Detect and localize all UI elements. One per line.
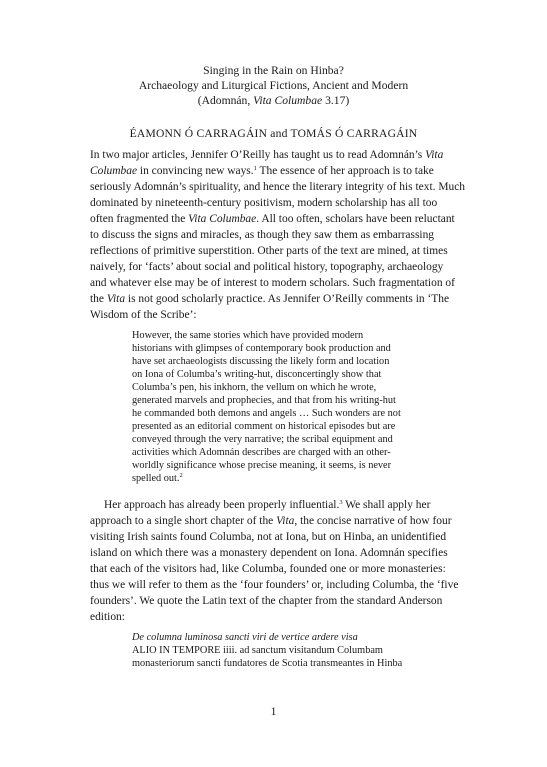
latin-line: monasteriorum sancti fundatores de Scotia transmeantes in Hinba [132,658,403,669]
page-number: 1 [270,705,277,718]
quote-line: conveyed through the very narrative; the scribal equipment and [132,434,393,445]
quote-line: Columba’s pen, his inkhorn, the vellum on which he wrote, [132,382,377,393]
quote-line: on Iona of Columba’s writing-hut, disconcertingly show that [132,369,382,380]
para2-line: edition: [90,611,125,623]
para1-line: the Vita is not good scholarly practice. As Jennifer O’Reilly comments in ‘The [90,293,450,305]
para2-line: visiting Irish saints found Columba, not at Iona, but on Hinba, an unidentified [90,531,447,543]
footnote-ref[interactable]: 2 [179,472,183,479]
para2-line: approach to a single short chapter of the Vita, the concise narrative of how four [90,515,452,527]
para1-line: Columbae in convincing new ways.$^1$ The essence of her approach is to take [90,165,434,177]
para2-line: that each of the visitors had, like Columba, founded one or more monasteries: [90,563,446,575]
para2-line: island on which there was a monastery dependent on Iona. Adomnán specifies [90,547,448,559]
title-line-1: Singing in the Rain on Hinba? [203,64,344,77]
title-line-2: Archaeology and Liturgical Fictions, Ancient and Modern [138,79,409,92]
quote-line: have set archaeologists discussing the likely form and location [132,356,390,367]
para1-line: reflections of primitive superstition. Other parts of the text are mined, at times [90,245,448,257]
title-line-3: (Adomnán, Vita Columbae 3.17) [197,94,350,107]
quote-line: presented as an editorial comment on historical episodes but are [132,421,396,432]
para2-line: founders’. We quote the Latin text of the chapter from the standard Anderson [90,595,443,607]
footnote-ref[interactable]: 3 [339,499,343,506]
quote-line: he commanded both demons and angels … Such wonders are not [132,408,401,419]
para1-line: seriously Adomnán’s spirituality, and hence the literary integrity of his text. Much [90,181,466,193]
quote-line: generated marvels and prophecies, and that from his writing-hut [132,395,396,406]
quote-line: spelled out.$^2$ [132,472,183,484]
para2-line: Her approach has already been properly influential.$^3$ We shall apply her [104,499,431,511]
latin-line: ALIO IN TEMPORE iiii. ad sanctum visitandum Columbam [132,645,383,656]
quote-line: historians with glimpses of contemporary book production and [132,343,391,354]
para1-line: naively, for ‘facts’ about social and political history, topography, archaeology [90,261,444,273]
article-title [0,63,547,108]
para1-line: In two major articles, Jennifer O’Reilly has taught us to read Adomnán’s Vita [90,149,444,161]
para1-line: and whatever else may be of interest to modern scholars. Such fragmentation of [90,277,455,289]
para1-line: often fragmented the Vita Columbae. All too often, scholars have been reluctant [90,213,455,225]
para1-line: to discuss the signs and miracles, as though they saw them as embarrassing [90,229,435,241]
footnote-ref[interactable]: 1 [253,165,257,172]
quote-line: worldly significance whose precise meaning, it seems, is never [132,460,392,471]
para2-line: thus we will refer to them as the ‘four founders’ or, including Columba, the ‘five [90,579,459,591]
para1-line: Wisdom of the Scribe’: [90,309,197,321]
latin-heading: De columna luminosa sancti viri de vertice ardere visa [132,632,358,643]
author-line: ÉAMONN Ó CARRAGÁIN and TOMÁS Ó CARRAGÁIN [129,127,418,140]
quote-line: However, the same stories which have provided modern [132,330,364,341]
quote-line: activities which Adomnán describes are charged with an other- [132,447,391,458]
para1-line: dominated by nineteenth-century positivism, modern scholarship has all too [90,197,438,209]
